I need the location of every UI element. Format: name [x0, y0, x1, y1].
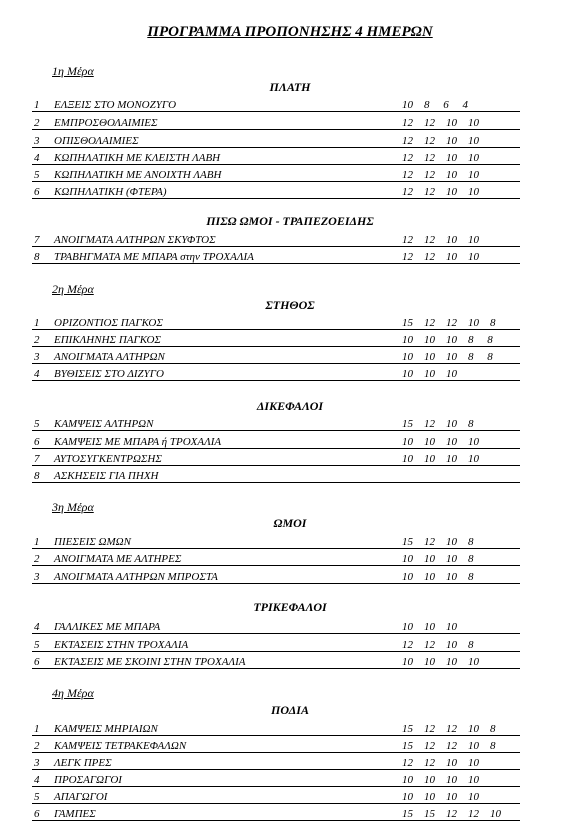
table-row	[32, 247, 520, 264]
exercise-name: ΑΣΚΗΣΕΙΣ ΓΙΑ ΠΗΧΗ	[54, 470, 159, 482]
exercise-name: ΓΑΛΛΙΚΕΣ ΜΕ ΜΠΑΡΑ	[54, 621, 161, 633]
exercise-name: ΕΚΤΑΣΕΙΣ ΣΤΗΝ ΤΡΟΧΑΛΙΑ	[54, 639, 189, 651]
table-row	[32, 719, 520, 736]
exercise-name: ΚΩΠΗΛΑΤΙΚΗ ΜΕ ΚΛΕΙΣΤΗ ΛΑΒΗ	[54, 152, 221, 164]
exercise-name: ΠΡΟΣΑΓΩΓΟΙ	[54, 774, 122, 786]
table-row	[32, 466, 520, 483]
day-4-label: 4η Μέρα	[52, 686, 94, 700]
table-row	[32, 532, 520, 549]
exercise-name: ΑΝΟΙΓΜΑΤΑ ΜΕ ΑΛΤΗΡΕΣ	[54, 553, 182, 565]
day-1-label: 1η Μέρα	[52, 64, 94, 78]
exercise-name: ΑΥΤΟΣΥΓΚΕΝΤΡΩΣΗΣ	[54, 453, 162, 465]
exercise-number: 3	[34, 757, 40, 769]
table-row	[32, 787, 520, 804]
exercise-number: 1	[34, 536, 40, 548]
table-row	[32, 770, 520, 787]
exercise-number: 1	[34, 99, 40, 111]
exercise-reps: 10 10 10 8 8	[402, 351, 493, 363]
section-title-chest: ΣΤΗΘΟΣ	[265, 298, 315, 312]
exercise-name: ΚΩΠΗΛΑΤΙΚΗ ΜΕ ΑΝΟΙΧΤΗ ΛΑΒΗ	[54, 169, 222, 181]
section-title-shoulders: ΩΜΟΙ	[273, 516, 307, 530]
exercise-name: ΕΚΤΑΣΕΙΣ ΜΕ ΣΚΟΙΝΙ ΣΤΗΝ ΤΡΟΧΑΛΙΑ	[54, 656, 246, 668]
exercise-reps: 12 12 10 10	[402, 152, 479, 164]
table-row	[32, 753, 520, 770]
exercise-number: 5	[34, 639, 40, 651]
table-row	[32, 347, 520, 364]
table-row	[32, 113, 520, 130]
exercise-number: 2	[34, 117, 40, 129]
table-row	[32, 330, 520, 347]
exercise-reps: 15 12 10 8	[402, 536, 474, 548]
exercise-reps: 10 8 6 4	[402, 99, 468, 111]
exercise-number: 6	[34, 186, 40, 198]
exercise-reps: 12 12 10 10	[402, 135, 479, 147]
exercise-number: 1	[34, 317, 40, 329]
exercise-reps: 12 12 10 10	[402, 757, 479, 769]
exercise-name: ΚΩΠΗΛΑΤΙΚΗ (ΦΤΕΡΑ)	[54, 186, 167, 198]
table-row	[32, 804, 520, 821]
exercise-name: ΠΙΕΣΕΙΣ ΩΜΩΝ	[54, 536, 131, 548]
exercise-name: ΓΑΜΠΕΣ	[54, 808, 96, 820]
exercise-reps: 10 10 10 8 8	[402, 334, 493, 346]
page-title: ΠΡΟΓΡΑΜΜΑ ΠΡΟΠΟΝΗΣΗΣ 4 ΗΜΕΡΩΝ	[147, 24, 433, 40]
exercise-reps: 12 12 10 10	[402, 117, 479, 129]
exercise-number: 8	[34, 251, 40, 263]
exercise-number: 7	[34, 234, 40, 246]
exercise-reps: 10 10 10	[402, 368, 457, 380]
exercise-name: ΚΑΜΨΕΙΣ ΜΕ ΜΠΑΡΑ ή ΤΡΟΧΑΛΙΑ	[54, 436, 222, 448]
exercise-number: 2	[34, 334, 40, 346]
exercise-reps: 12 12 10 10	[402, 234, 479, 246]
exercise-number: 3	[34, 351, 40, 363]
exercise-number: 5	[34, 791, 40, 803]
exercise-reps: 15 12 12 10 8	[402, 723, 496, 735]
exercise-number: 6	[34, 436, 40, 448]
table-row	[32, 165, 520, 182]
exercise-reps: 10 10 10 8	[402, 571, 474, 583]
table-row	[32, 432, 520, 449]
exercise-number: 7	[34, 453, 40, 465]
exercise-number: 2	[34, 553, 40, 565]
exercise-name: ΟΡΙΖΟΝΤΙΟΣ ΠΑΓΚΟΣ	[54, 317, 163, 329]
exercise-reps: 15 12 12 10 8	[402, 317, 496, 329]
exercise-reps: 10 10 10 10	[402, 453, 479, 465]
exercise-reps: 10 10 10 10	[402, 436, 479, 448]
exercise-reps: 15 12 10 8	[402, 418, 474, 430]
exercise-name: ΟΠΙΣΘΟΛΑΙΜΙΕΣ	[54, 135, 139, 147]
exercise-reps: 10 10 10	[402, 621, 457, 633]
table-row	[32, 364, 520, 381]
exercise-reps: 15 12 12 10 8	[402, 740, 496, 752]
exercise-name: ΒΥΘΙΣΕΙΣ ΣΤΟ ΔΙΖΥΓΟ	[54, 368, 164, 380]
table-row	[32, 313, 520, 330]
exercise-reps: 10 10 10 10	[402, 774, 479, 786]
exercise-number: 5	[34, 418, 40, 430]
section-title-triceps: ΤΡΙΚΕΦΑΛΟΙ	[253, 600, 327, 614]
exercise-name: ΕΛΞΕΙΣ ΣΤΟ ΜΟΝΟΖΥΓΟ	[54, 99, 177, 111]
exercise-name: ΑΝΟΙΓΜΑΤΑ ΑΛΤΗΡΩΝ ΣΚΥΦΤΟΣ	[54, 234, 216, 246]
exercise-number: 4	[34, 368, 40, 380]
section-title-biceps: ΔΙΚΕΦΑΛΟΙ	[256, 399, 324, 413]
exercise-reps: 12 12 10 10	[402, 169, 479, 181]
exercise-name: ΑΠΑΓΩΓΟΙ	[54, 791, 108, 803]
exercise-number: 8	[34, 470, 40, 482]
exercise-name: ΑΝΟΙΓΜΑΤΑ ΑΛΤΗΡΩΝ	[54, 351, 165, 363]
table-row	[32, 95, 520, 112]
table-row	[32, 617, 520, 634]
exercise-name: ΤΡΑΒΗΓΜΑΤΑ ΜΕ ΜΠΑΡΑ στην ΤΡΟΧΑΛΙΑ	[54, 251, 254, 263]
exercise-name: ΚΑΜΨΕΙΣ ΜΗΡΙΑΙΩΝ	[54, 723, 158, 735]
exercise-reps: 12 12 10 8	[402, 639, 474, 651]
exercise-reps: 10 10 10 10	[402, 791, 479, 803]
table-row	[32, 736, 520, 753]
exercise-name: ΚΑΜΨΕΙΣ ΑΛΤΗΡΩΝ	[54, 418, 154, 430]
exercise-name: ΚΑΜΨΕΙΣ ΤΕΤΡΑΚΕΦΑΛΩΝ	[54, 740, 187, 752]
exercise-number: 2	[34, 740, 40, 752]
table-row	[32, 148, 520, 165]
exercise-number: 4	[34, 621, 40, 633]
section-title-legs: ΠΟΔΙΑ	[271, 703, 309, 717]
table-row	[32, 131, 520, 148]
section-title-rear-delts-traps: ΠΙΣΩ ΩΜΟΙ - ΤΡΑΠΕΖΟΕΙΔΗΣ	[206, 214, 374, 228]
exercise-number: 3	[34, 571, 40, 583]
section-title-back: ΠΛΑΤΗ	[269, 80, 311, 94]
exercise-number: 6	[34, 656, 40, 668]
exercise-name: ΛΕΓΚ ΠΡΕΣ	[54, 757, 112, 769]
exercise-reps: 15 15 12 12 10	[402, 808, 501, 820]
exercise-name: ΑΝΟΙΓΜΑΤΑ ΑΛΤΗΡΩΝ ΜΠΡΟΣΤΑ	[54, 571, 218, 583]
exercise-name: ΕΜΠΡΟΣΘΟΛΑΙΜΙΕΣ	[54, 117, 158, 129]
exercise-reps: 12 12 10 10	[402, 186, 479, 198]
table-row	[32, 414, 520, 431]
table-row	[32, 567, 520, 584]
exercise-number: 6	[34, 808, 40, 820]
exercise-reps: 10 10 10 8	[402, 553, 474, 565]
day-2-label: 2η Μέρα	[52, 282, 94, 296]
exercise-number: 4	[34, 774, 40, 786]
exercise-number: 1	[34, 723, 40, 735]
exercise-number: 4	[34, 152, 40, 164]
exercise-reps: 10 10 10 10	[402, 656, 479, 668]
table-row	[32, 635, 520, 652]
table-row	[32, 182, 520, 199]
exercise-reps: 12 12 10 10	[402, 251, 479, 263]
table-row	[32, 449, 520, 466]
table-row	[32, 652, 520, 669]
table-row	[32, 230, 520, 247]
table-row	[32, 549, 520, 566]
day-3-label: 3η Μέρα	[52, 500, 94, 514]
exercise-name: ΕΠΙΚΛΗΝΗΣ ΠΑΓΚΟΣ	[54, 334, 161, 346]
exercise-number: 3	[34, 135, 40, 147]
exercise-number: 5	[34, 169, 40, 181]
